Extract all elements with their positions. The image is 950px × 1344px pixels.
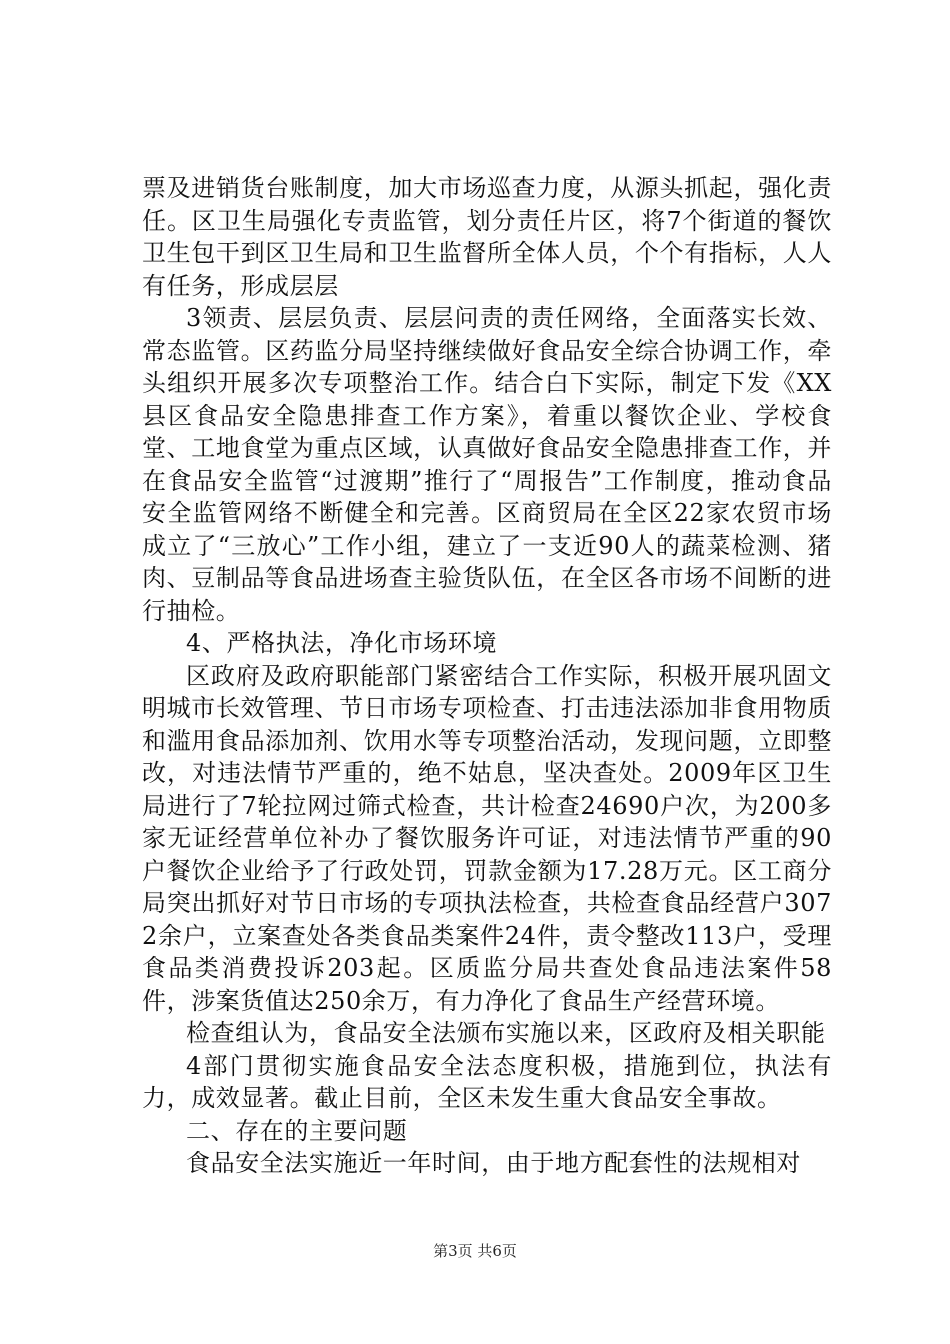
paragraph-inspection-conclusion: 检查组认为，食品安全法颁布实施以来，区政府及相关职能: [186, 1019, 826, 1047]
document-body: [142, 172, 832, 1180]
paragraph-problems-intro: 食品安全法实施近一年时间，由于地方配套性的法规相对: [186, 1149, 801, 1177]
paragraph-implementation-result: 4部门贯彻实施食品安全法态度积极，措施到位，执法有力，成效显著。截止目前，全区未发生重大食品安全事故。: [142, 1051, 832, 1112]
paragraph-continuation: 票及进销货台账制度，加大市场巡查力度，从源头抓起，强化责任。区卫生局强化专责监管，划分责任片区，将7个街道的餐饮卫生包干到区卫生局和卫生监督所全体人员，个个有指标，人人有任务，形成层层: [142, 174, 832, 300]
section-heading-problems: 二、存在的主要问题: [186, 1116, 408, 1145]
paragraph-responsibility-network: 3领责、层层负责、层层问责的责任网络，全面落实长效、常态监管。区药监分局坚持继续做好食品安全综合协调工作，牵头组织开展多次专项整治工作。结合白下实际，制定下发《XX县区食品安全隐患排查工作方案》，着重以餐饮企业、学校食堂、工地食堂为重点区域，认真做好食品安全隐患排查工作，并在食品安全监管“过渡期”推行了“周报告”工作制度，推动食品安全监管网络不断健全和完善。区商贸局在全区22家农贸市场成立了“三放心”工作小组，建立了一支近90人的蔬菜检测、猪肉、豆制品等食品进场查主验货队伍，在全区各市场不间断的进行抽检。: [142, 304, 832, 625]
paragraph-enforcement: 区政府及政府职能部门紧密结合工作实际，积极开展巩固文明城市长效管理、节日市场专项检查、打击违法添加非食用物质和滥用食品添加剂、饮用水等专项整治活动，发现问题，立即整改，对违法情节严重的，绝不姑息，坚决查处。2009年区卫生局进行了7轮拉网过筛式检查，共计检查24690户次，为200多家无证经营单位补办了餐饮服务许可证，对违法情节严重的90户餐饮企业给予了行政处罚，罚款金额为17.28万元。区工商分局突出抓好对节日市场的专项执法检查，共检查食品经营户3072余户，立案查处各类食品类案件24件，责令整改113户，受理食品类消费投诉203起。区质监分局共查处食品违法案件58件，涉案货值达250余万，有力净化了食品生产经营环境。: [142, 661, 832, 1015]
section-heading-enforcement: 4、严格执法，净化市场环境: [186, 629, 498, 657]
page-number-footer: 第3页 共6页: [433, 1242, 517, 1260]
